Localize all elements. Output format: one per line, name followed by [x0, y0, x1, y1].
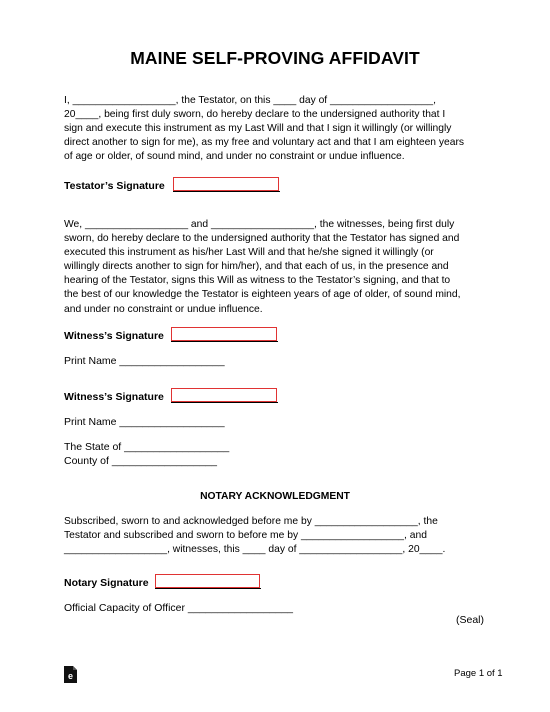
intro-line: direct another to sign for me), as my free and voluntary act and that I am eighteen years [64, 137, 465, 149]
notary-line: Subscribed, sworn to and acknowledged before me by __________________, the [64, 516, 438, 527]
svg-text:e: e [67, 671, 74, 681]
state-line: The State of __________________ [64, 441, 230, 453]
eforms-logo-icon [63, 666, 78, 683]
intro-line: I, __________________, the Testator, on this ____ day of __________________, [64, 95, 436, 106]
notary-heading: NOTARY ACKNOWLEDGMENT [200, 491, 350, 502]
testator-signature-label: Testator’s Signature [64, 180, 165, 192]
seal-label: (Seal) [456, 614, 485, 626]
official-capacity-line: Official Capacity of Officer __________________ [64, 602, 294, 614]
witness1-signature-field[interactable] [171, 327, 277, 341]
witness2-print-name: Print Name __________________ [64, 416, 225, 428]
witness-line: and under no constraint or undue influence. [64, 303, 263, 315]
notary-paragraph [64, 515, 489, 557]
witness-line: the best of our knowledge the Testator is eighteen years of age of older, of sound mind, [64, 289, 461, 301]
notary-line: Testator and subscribed and sworn to before me by __________________, and [64, 530, 427, 542]
witness-line: sworn, do hereby declare to the undersigned authority that the Testator has signed and [64, 233, 460, 245]
notary-signature-field[interactable] [155, 574, 260, 588]
county-line: County of __________________ [64, 455, 217, 467]
intro-line: sign and execute this instrument as my Last Will and that I sign it willingly (or willingly [64, 123, 452, 135]
witness1-signature-label: Witness’s Signature [64, 330, 164, 342]
intro-paragraph [64, 94, 489, 164]
testator-signature-field[interactable] [173, 177, 279, 191]
witness2-signature-label: Witness’s Signature [64, 391, 164, 403]
intro-line: of age or older, of sound mind, and under no constraint or undue influence. [64, 151, 405, 163]
witness-line: executed this instrument as his/her Last Will and that he/she signed it willingly (or [64, 247, 434, 259]
notary-signature-label: Notary Signature [64, 577, 149, 589]
witness-line: hearing of the Testator, signs this Will as witness to the Testator’s signing, and that to [64, 275, 451, 287]
witness-line: We, __________________ and __________________, the witnesses, being first duly [64, 219, 455, 230]
witness-paragraph [64, 218, 489, 317]
witness1-print-name: Print Name __________________ [64, 355, 225, 367]
notary-line: __________________, witnesses, this ____ day of __________________, 20____. [64, 544, 446, 556]
document-title: MAINE SELF-PROVING AFFIDAVIT [130, 48, 420, 68]
witness2-signature-field[interactable] [171, 388, 277, 402]
witness-line: willingly directs another to sign for him/her), and that each of us, in the presence and [64, 261, 449, 273]
intro-line: 20____, being first duly sworn, do hereby declare to the undersigned authority that I [64, 109, 446, 121]
page-number: Page 1 of 1 [454, 668, 503, 679]
